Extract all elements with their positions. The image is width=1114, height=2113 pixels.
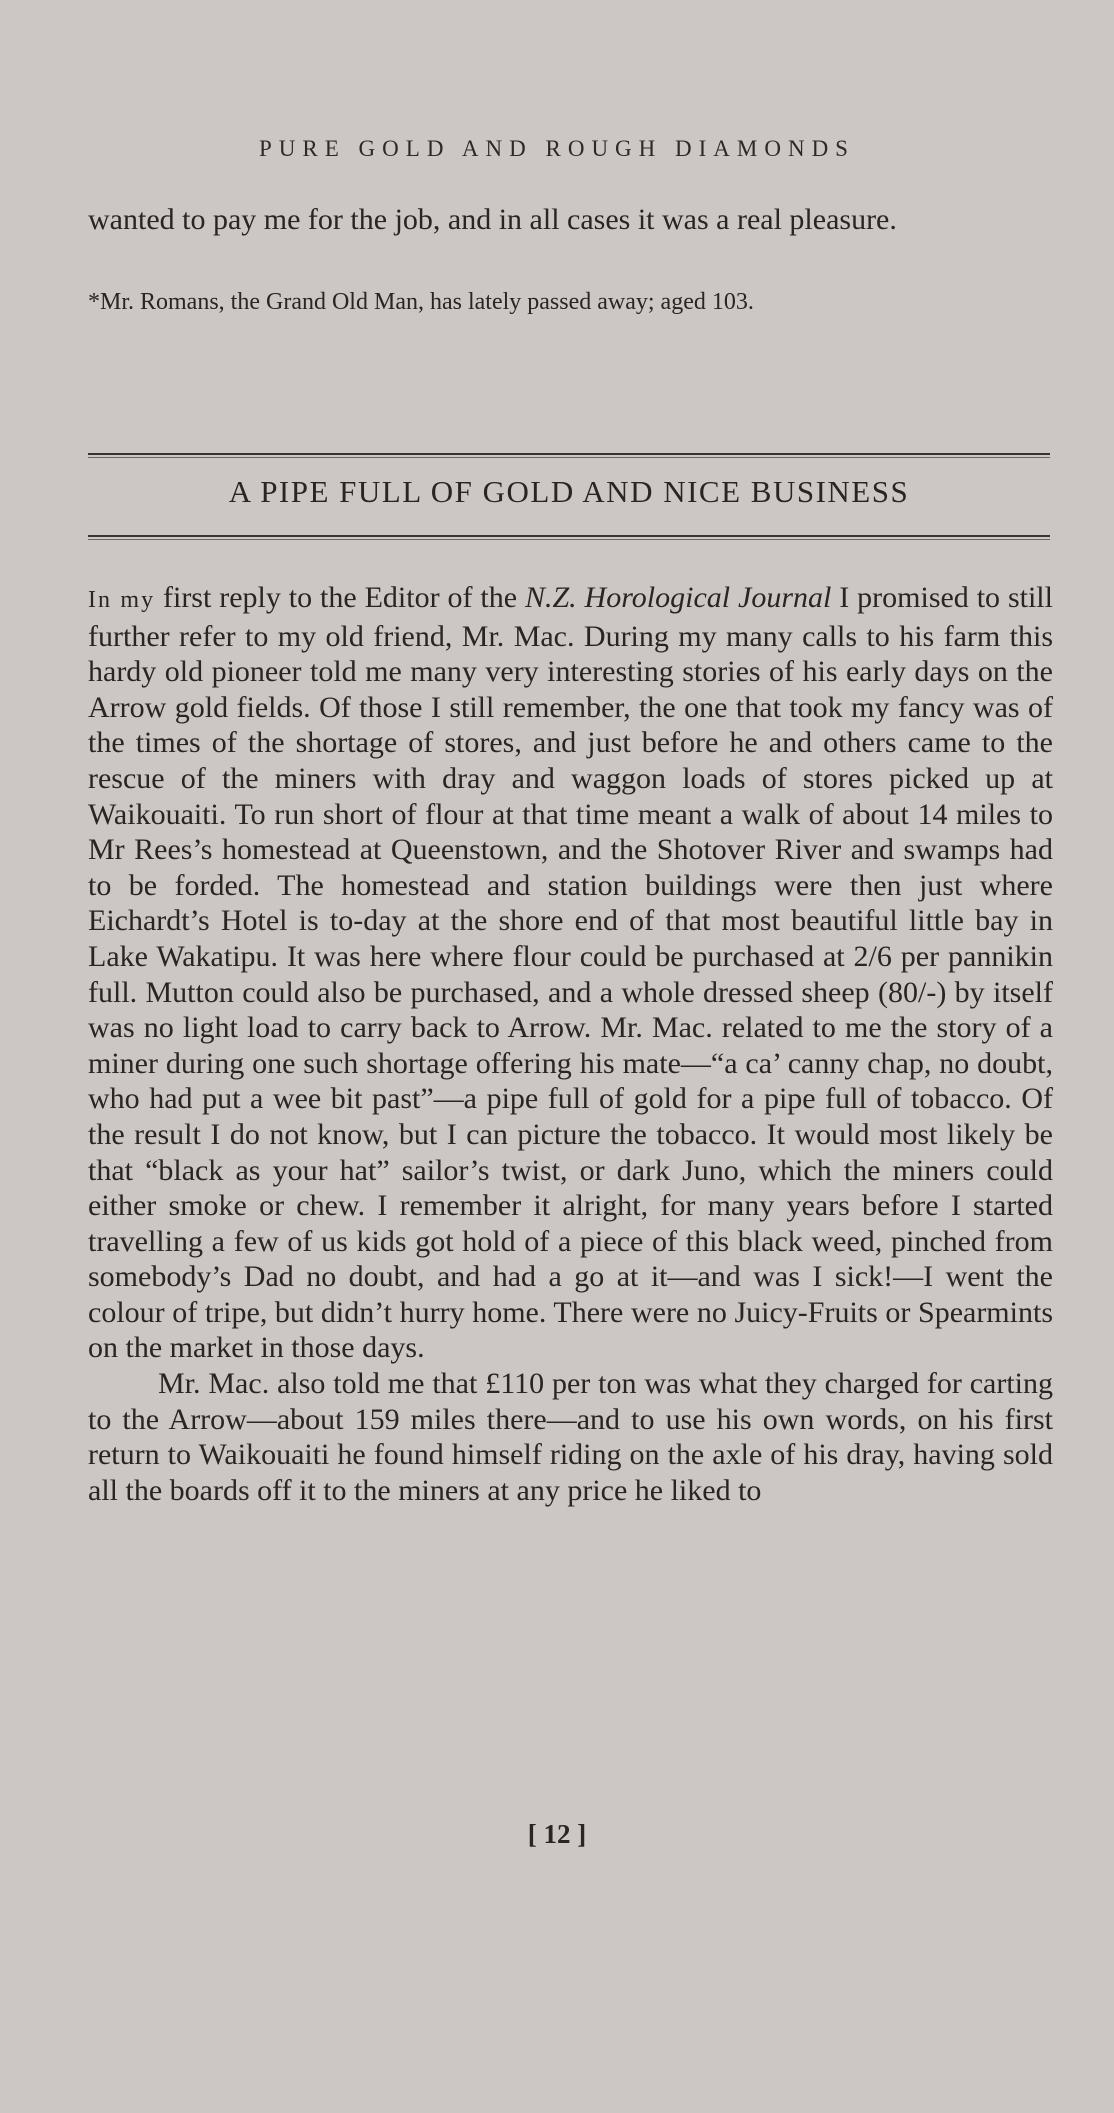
lead-words: In my — [88, 587, 156, 613]
article-body — [88, 580, 1053, 1508]
paragraph-1-intro: first reply to the Editor of the — [155, 581, 525, 614]
page-number: [ 12 ] — [527, 1819, 587, 1849]
carry-over-paragraph — [88, 202, 1053, 238]
title-rule-bottom — [88, 535, 1050, 540]
paragraph-1-text: I promised to still further refer to my old friend, Mr. Mac. During my many calls to his farm this hardy old pioneer told me many very interesting stories of his early days on the Arrow gold fields. Of those I still remember, the one that took my fancy was of the times of the shortage of stores, and just before he and others came to the rescue of the miners with dray and waggon loads of stores picked up at Waikouaiti. To run short of flour at that time meant a walk of about 14 miles to Mr Rees’s homestead at Queenstown, and the Shotover River and swamps had to be forded. The homestead and station buildings were then just where Eichardt’s Hotel is to-day at the shore end of that most beautiful little bay in Lake Wakatipu. It was here where flour could be purchased at 2/6 per pannikin full. Mutton could also be purchased, and a whole dressed sheep (80/-) by itself was no light load to carry back to Arrow. Mr. Mac. related to me the story of a miner during one such shortage offering his mate—“a ca’ canny chap, no doubt, who had put a wee bit past”—a pipe full of gold for a pipe full of tobacco. Of the result I do not know, but I can picture the tobacco. It would most likely be that “black as your hat” sailor’s twist, or dark Juno, which the miners could either smoke or chew. I remember it alright, for many years before I started travelling a few of us kids got hold of a piece of this black weed, pinched from somebody’s Dad no doubt, and had a go at it—and was I sick!—I went the colour of tripe, but didn’t hurry home. There were no Juicy-Fruits or Spearmints on the market in those days. — [88, 581, 1053, 1365]
footnote: *Mr. Romans, the Grand Old Man, has lately passed away; aged 103. — [88, 289, 754, 315]
carry-over-text: wanted to pay me for the job, and in all cases it was a real pleasure. — [88, 203, 897, 236]
section-title: A PIPE FULL OF GOLD AND NICE BUSINESS — [228, 474, 910, 509]
paragraph-1 — [88, 580, 1053, 1366]
paragraph-2: Mr. Mac. also told me that £110 per ton was what they charged for carting to the Arrow—about 159 miles there—and to use his own words, on his first return to Waikouaiti he found himself riding on the axle of his dray, having sold all the boards off it to the miners at any price he liked to — [88, 1367, 1053, 1507]
journal-title: N.Z. Horological Journal — [524, 581, 832, 614]
running-head: PURE GOLD AND ROUGH DIAMONDS — [259, 136, 855, 161]
title-rule-top — [88, 453, 1050, 458]
